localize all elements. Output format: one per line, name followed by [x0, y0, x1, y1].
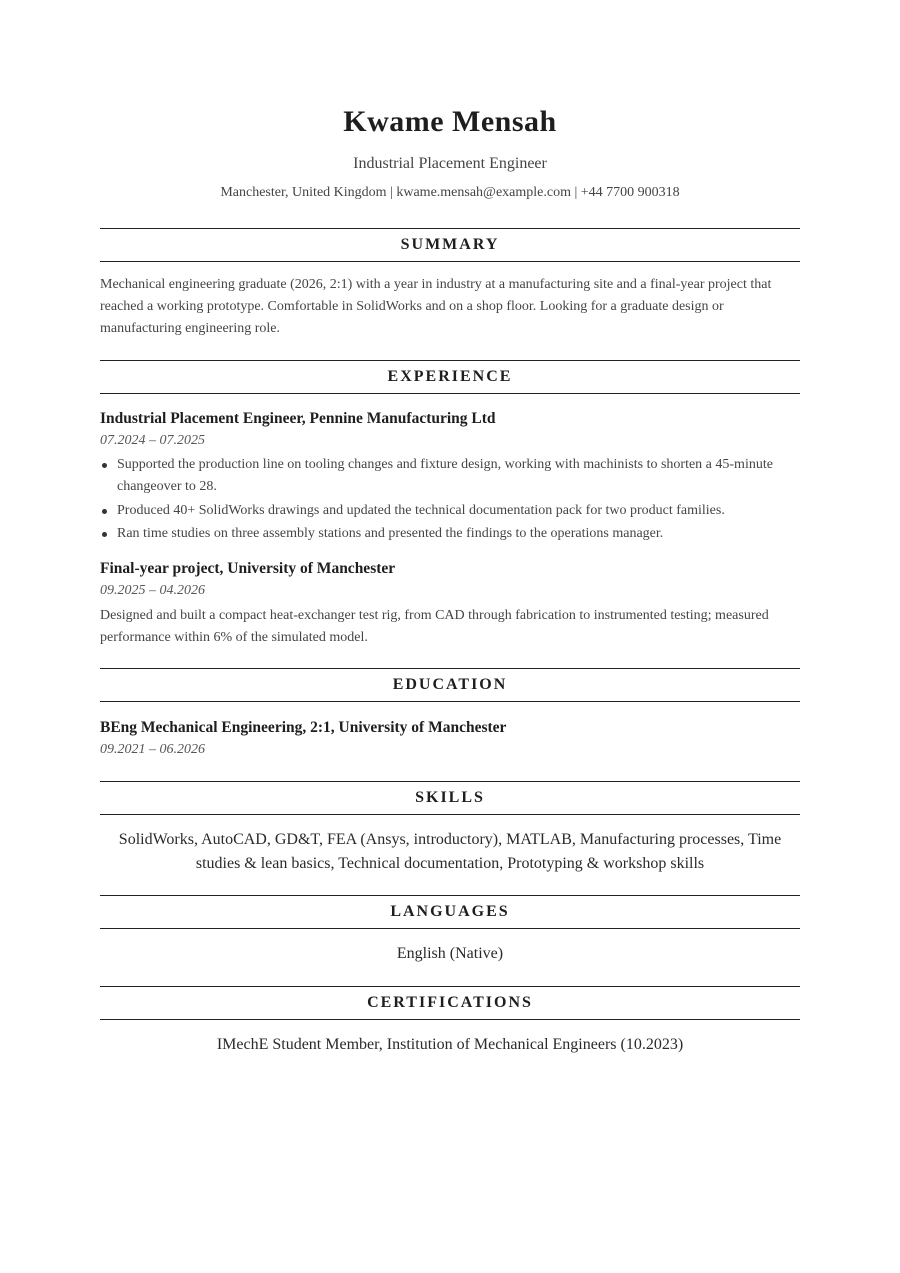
degree-title: BEng Mechanical Engineering, 2:1, University of Manchester: [100, 719, 507, 736]
summary-heading: SUMMARY: [100, 228, 800, 262]
job-bullet-list: [100, 454, 800, 547]
skills-heading: SKILLS: [100, 781, 800, 815]
job-bullet: Produced 40+ SolidWorks drawings and updated the technical documentation pack for two product families.: [100, 500, 800, 522]
job-bullet: Ran time studies on three assembly stations and presented the findings to the operations manager.: [100, 523, 800, 545]
candidate-title: Industrial Placement Engineer: [353, 155, 547, 172]
job-title: Industrial Placement Engineer, Pennine Manufacturing Ltd: [100, 410, 496, 427]
summary-text: Mechanical engineering graduate (2026, 2:1) with a year in industry at a manufacturing site and a final-year project that reached a working prototype. Comfortable in SolidWorks and on a shop floor. Looking for a graduate design or manufacturing engineering role.: [100, 277, 772, 336]
languages-text: English (Native): [396, 945, 504, 962]
skills-text: SolidWorks, AutoCAD, GD&T, FEA (Ansys, introductory), MATLAB, Manufacturing processes, Time studies & lean basics, Technical documentation, Prototyping & workshop skills: [118, 831, 782, 872]
experience-heading: EXPERIENCE: [100, 360, 800, 394]
education-heading: EDUCATION: [100, 668, 800, 702]
certifications-heading: CERTIFICATIONS: [100, 986, 800, 1020]
project-description: Designed and built a compact heat-exchanger test rig, from CAD through fabrication to instrumented testing; measured performance within 6% of the simulated model.: [100, 608, 769, 645]
certifications-text: IMechE Student Member, Institution of Mechanical Engineers (10.2023): [216, 1036, 684, 1053]
candidate-name: Kwame Mensah: [343, 105, 557, 138]
degree-dates: 09.2021 – 06.2026: [100, 742, 205, 757]
project-title: Final-year project, University of Manchester: [100, 560, 396, 577]
job-bullet: Supported the production line on tooling changes and fixture design, working with machinists to shorten a 45-minute changeover to 28.: [100, 454, 800, 498]
contact-line: Manchester, United Kingdom | kwame.mensah@example.com | +44 7700 900318: [220, 185, 680, 200]
project-dates: 09.2025 – 04.2026: [100, 583, 205, 598]
job-dates: 07.2024 – 07.2025: [100, 433, 205, 448]
languages-heading: LANGUAGES: [100, 895, 800, 929]
